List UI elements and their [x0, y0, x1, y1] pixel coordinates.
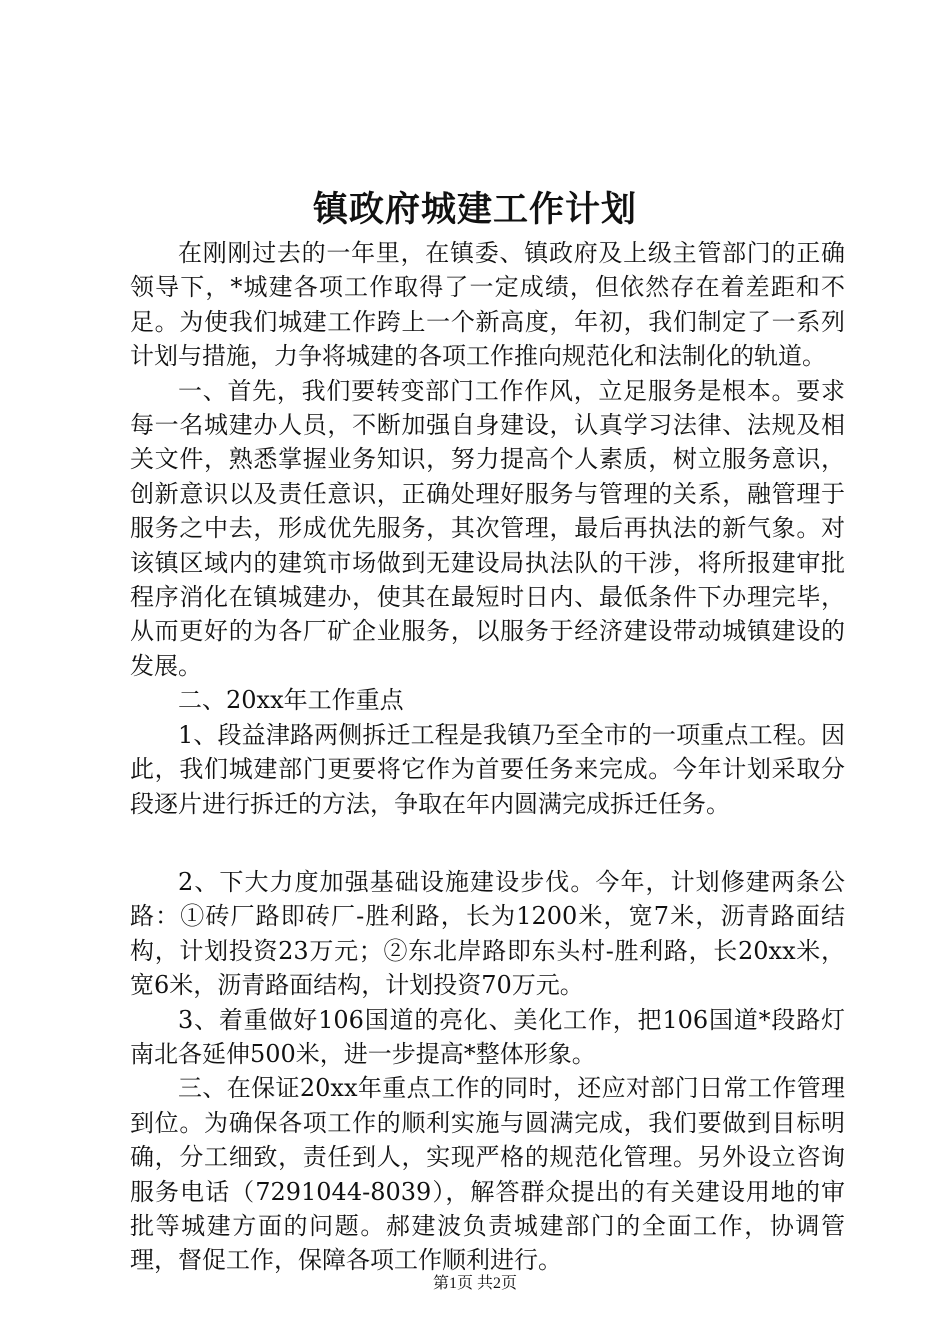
document-title: 镇政府城建工作计划	[312, 189, 637, 230]
paragraph-item-3: 3、着重做好106国道的亮化、美化工作，把106国道*段路灯南北各延伸500米，进一步提高*整体形象。	[130, 1005, 845, 1068]
paragraph-section-2-heading: 二、20xx年工作重点	[178, 686, 404, 715]
page-number-footer: 第1页 共2页	[432, 1275, 517, 1292]
paragraph-section-3: 三、在保证20xx年重点工作的同时，还应对部门日常工作管理到位。为确保各项工作的顺利实施与圆满完成，我们要做到目标明确，分工细致，责任到人，实现严格的规范化管理。另外设立咨询服务电话（7291044-8039），解答群众提出的有关建设用地的审批等城建方面的问题。郝建波负责城建部门的全面工作，协调管理，督促工作，保障各项工作顺利进行。	[130, 1074, 845, 1275]
document-body	[130, 236, 845, 1278]
paragraph-item-1: 1、段益津路两侧拆迁工程是我镇乃至全市的一项重点工程。因此，我们城建部门更要将它作为首要任务来完成。今年计划采取分段逐片进行拆迁的方法，争取在年内圆满完成拆迁任务。	[130, 720, 845, 818]
paragraph-intro: 在刚刚过去的一年里，在镇委、镇政府及上级主管部门的正确领导下，*城建各项工作取得了一定成绩，但依然存在着差距和不足。为使我们城建工作跨上一个新高度，年初，我们制定了一系列计划与措施，力争将城建的各项工作推向规范化和法制化的轨道。	[130, 239, 845, 371]
paragraph-section-1: 一、首先，我们要转变部门工作作风，立足服务是根本。要求每一名城建办人员，不断加强自身建设，认真学习法律、法规及相关文件，熟悉掌握业务知识，努力提高个人素质，树立服务意识，创新意识以及责任意识，正确处理好服务与管理的关系，融管理于服务之中去，形成优先服务，其次管理，最后再执法的新气象。对该镇区域内的建筑市场做到无建设局执法队的干涉，将所报建审批程序消化在镇城建办，使其在最短时日内、最低条件下办理完毕，从而更好的为各厂矿企业服务，以服务于经济建设带动城镇建设的发展。	[130, 376, 845, 680]
paragraph-item-2: 2、下大力度加强基础设施建设步伐。今年，计划修建两条公路：①砖厂路即砖厂-胜利路，长为1200米，宽7米，沥青路面结构，计划投资23万元；②东北岸路即东头村-胜利路，长20xx米，宽6米，沥青路面结构，计划投资70万元。	[130, 867, 845, 1000]
